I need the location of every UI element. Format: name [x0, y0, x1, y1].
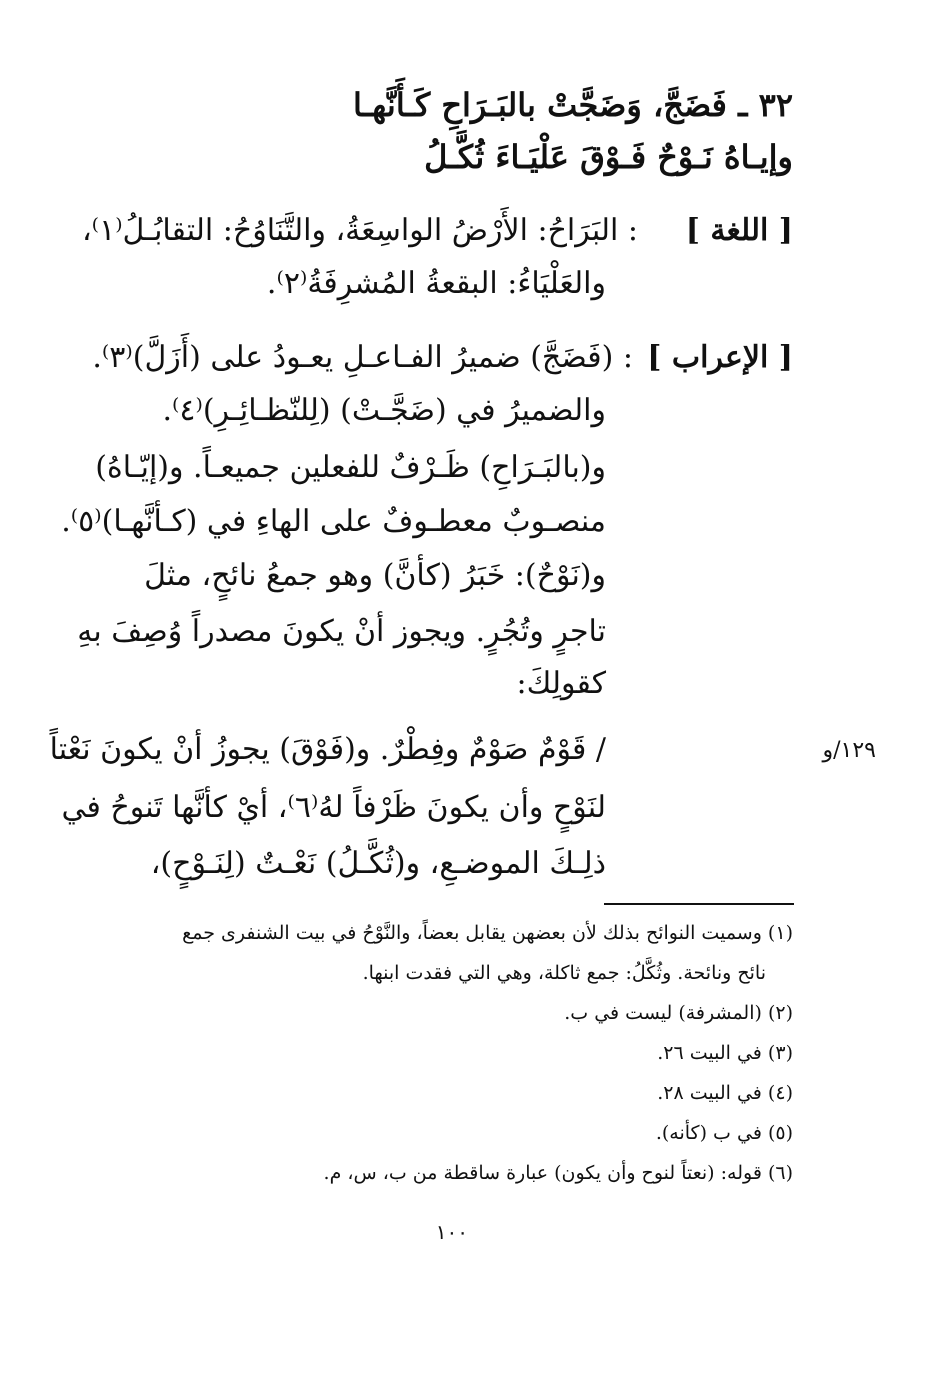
section-label-lugha: [ اللغة ]: [685, 213, 793, 248]
lugha-line-2: والعَلْيَاءُ: البقعةُ المُشرِفَةُ⁽٢⁾.: [266, 266, 606, 301]
continuation-line-1: / قَوْمٌ صَوْمٌ وفِطْرٌ. و(فَوْقَ) يجوزُ أنْ يكونَ نَعْتاً: [49, 732, 606, 767]
irab-line-6: تاجرٍ وتُجُرٍ. ويجوز أنْ يكونَ مصدراً وُصِفَ بهِ: [77, 614, 606, 649]
footnote-4: (٤) في البيت ٢٨.: [657, 1082, 793, 1104]
footnote-1-line-1: (١) وسميت النوائح بذلك لأن بعضهن يقابل بعضاً، والنَّوْحُ في بيت الشنفرى جمع: [182, 922, 793, 944]
margin-folio-note: ١٢٩/و: [822, 738, 876, 763]
irab-line-7: كقولِكَ:: [516, 666, 606, 701]
footnote-5: (٥) في ب (كأنه).: [655, 1122, 793, 1144]
irab-line-5: و(نَوْحٌ): خَبَرُ (كأنَّ) وهو جمعُ نائحٍ، مثلَ: [144, 558, 606, 593]
footnote-2: (٢) (المشرفة) ليست في ب.: [564, 1002, 793, 1024]
section-label-irab: [ الإعراب ]: [647, 340, 793, 375]
verse-line-1: ٣٢ ـ فَضَجَّ، وَضَجَّتْ بالبَـرَاحِ كَـأَنَّهـا: [353, 86, 793, 124]
footnote-6: (٦) قوله: (نعتاً لنوح وأن يكون) عبارة ساقطة من ب، س، م.: [323, 1162, 793, 1184]
irab-line-4: منصـوبٌ معطـوفٌ على الهاءِ في (كـأنَّهـا)⁽٥⁾.: [61, 504, 606, 539]
irab-line-1: : (فَضَجَّ) ضميرُ الفـاعـلِ يعـودُ على (أَزَلَّ)⁽٣⁾.: [92, 340, 633, 375]
continuation-line-3: ذلِـكَ الموضـعِ، و(ثُكَّـلُ) نَعْـتٌ (لِنَـوْحٍ)،: [150, 846, 606, 881]
lugha-line-1: : البَرَاحُ: الأَرْضُ الواسِعَةُ، والتَّنَاوُحُ: التقابُـلُ⁽١⁾،: [82, 213, 638, 248]
continuation-line-2: لنَوْحٍ وأن يكونَ ظَرْفاً لهُ⁽٦⁾، أيْ كأنَّها تَنوحُ في: [61, 790, 606, 825]
footnote-3: (٣) في البيت ٢٦.: [657, 1042, 793, 1064]
verse-line-2: وإيـاهُ نَـوْحٌ فَـوْقَ عَلْيَـاءَ ثُكَّـلُ: [424, 138, 793, 176]
irab-line-2: والضميرُ في (ضَجَّـتْ) (لِلنّظـائِـرِ)⁽٤⁾.: [162, 393, 606, 428]
irab-line-3: و(بالبَـرَاحِ) ظَـرْفٌ للفعلين جميعـاً. و(إيّـاهُ): [95, 450, 606, 485]
page-number: ١٠٠: [435, 1220, 468, 1244]
footnote-1-line-2: نائح ونائحة. وثُكَّلُ: جمع ثاكلة، وهي التي فقدت ابنها.: [362, 962, 766, 984]
footnote-separator: [604, 903, 794, 905]
